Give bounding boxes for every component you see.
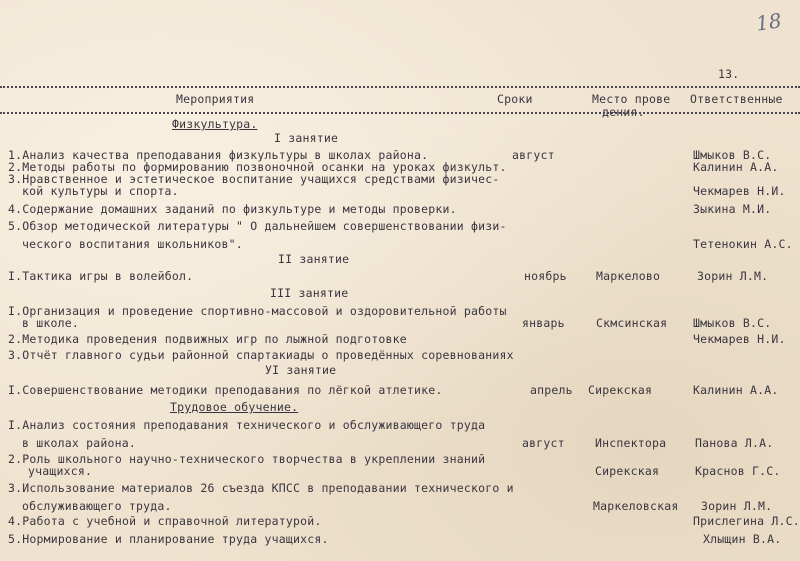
- row-place: Сирекская: [588, 383, 653, 397]
- row-text: 4.Работа с учебной и справочной литературой.: [8, 514, 322, 528]
- row-responsible: Прислегина Л.С.: [693, 514, 800, 528]
- page-number: 13.: [718, 67, 740, 81]
- header-responsible: Ответственные: [690, 92, 783, 106]
- lesson-heading: I занятие: [274, 131, 339, 145]
- row-text-cont: ческого воспитания школьников".: [22, 237, 243, 251]
- row-responsible: Калинин А.А.: [693, 383, 779, 397]
- row-place: Скмсинская: [596, 316, 668, 330]
- header-bottom-rule: [0, 112, 800, 114]
- row-text-cont: учащихся.: [28, 464, 93, 478]
- row-text: 4.Содержание домашних заданий по физкультуре и методы проверки.: [8, 202, 457, 216]
- row-responsible: Чекмарев Н.И.: [693, 184, 786, 198]
- row-responsible: Шмыков В.С.: [693, 148, 772, 162]
- row-text: 2.Методы работы по формированию позвоночной осанки на уроках физкульт.: [8, 160, 507, 174]
- row-responsible: Зорин Л.М.: [701, 499, 773, 513]
- row-place: Маркелово: [596, 269, 661, 283]
- handwritten-page-number: 18: [754, 8, 783, 36]
- row-responsible: Калинин А.А.: [693, 160, 779, 174]
- header-place-2: дения.: [602, 105, 645, 119]
- row-text: 3.Использование материалов 26 съезда КПСС в преподавании технического и: [8, 481, 514, 495]
- row-responsible: Краснов Г.С.: [695, 464, 781, 478]
- header-top-rule: [0, 86, 800, 88]
- header-events: Мероприятия: [176, 92, 255, 106]
- row-date: январь: [522, 316, 565, 330]
- section-heading-labor: Трудовое обучение.: [170, 400, 299, 414]
- row-responsible: Шмыков В.С.: [693, 316, 772, 330]
- row-text: 5.Нормирование и планирование труда учащихся.: [8, 532, 329, 546]
- row-text-cont: обслуживающего труда.: [22, 499, 172, 513]
- row-text: I.Анализ состояния преподавания технического и обслуживающего труда: [8, 418, 486, 432]
- row-text: 5.Обзор методической литературы " О дальнейшем совершенствовании физи-: [8, 219, 507, 233]
- row-text: I.Тактика игры в волейбол.: [8, 269, 194, 283]
- row-responsible: Чекмарев Н.И.: [693, 332, 786, 346]
- section-heading-physical: Физкультура.: [172, 117, 258, 131]
- row-place: Маркеловская: [593, 499, 679, 513]
- row-responsible: Панова Л.А.: [695, 436, 774, 450]
- lesson-heading: II занятие: [278, 252, 350, 266]
- row-text-cont: кой культуры и спорта.: [22, 184, 179, 198]
- row-date: август: [522, 436, 565, 450]
- header-place-1: Место прове: [592, 92, 671, 106]
- row-responsible: Хлыщин В.А.: [703, 532, 782, 546]
- row-place: Сирекская: [595, 464, 660, 478]
- row-text: 3.Нравственное и эстетическое воспитание учащихся средствами физичес-: [8, 172, 500, 186]
- row-text-cont: в школе.: [22, 316, 79, 330]
- row-text: 1.Анализ качества преподавания физкультуры в школах района.: [8, 148, 429, 162]
- row-date: август: [512, 148, 555, 162]
- row-responsible: Зорин Л.М.: [697, 269, 769, 283]
- row-responsible: Тетенокин А.С.: [693, 237, 793, 251]
- lesson-heading: III занятие: [270, 286, 349, 300]
- lesson-heading: УI занятие: [265, 363, 337, 377]
- row-text-cont: в школах района.: [22, 436, 136, 450]
- row-date: ноябрь: [524, 269, 567, 283]
- row-text: 3.Отчёт главного судьи районной спартакиады о проведённых соревнованиях: [8, 348, 514, 362]
- row-text: I.Совершенствование методики преподавания по лёгкой атлетике.: [8, 383, 443, 397]
- row-place: Инспектора: [595, 436, 667, 450]
- row-text: 2.Методика проведения подвижных игр по лыжной подготовке: [8, 332, 407, 346]
- row-responsible: Зыкина М.И.: [693, 202, 772, 216]
- row-text: 2.Роль школьного научно-технического творчества в укреплении знаний: [8, 452, 486, 466]
- row-text: I.Организация и проведение спортивно-массовой и оздоровительной работы: [8, 304, 507, 318]
- row-date: апрель: [530, 383, 573, 397]
- header-dates: Сроки: [497, 92, 533, 106]
